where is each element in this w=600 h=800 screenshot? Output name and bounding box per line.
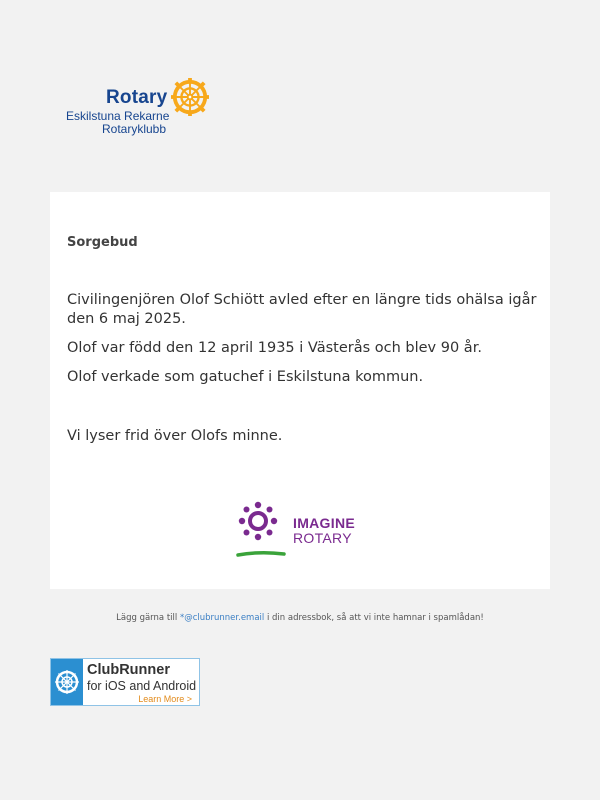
clubrunner-banner[interactable]	[50, 658, 200, 706]
message-paragraph: Olof verkade som gatuchef i Eskilstuna kommun.	[67, 369, 424, 385]
logo-rotary-text: Rotary	[106, 87, 168, 108]
clubrunner-title: ClubRunner	[87, 662, 170, 678]
rotary-wheel-icon	[171, 78, 209, 116]
message-heading: Sorgebud	[67, 235, 138, 250]
message-closing: Vi lyser frid över Olofs minne.	[67, 428, 283, 444]
footer-note-suffix: i din adressbok, så att vi inte hamnar i spamlådan!	[264, 613, 484, 623]
clubrunner-wheel-icon	[51, 659, 83, 705]
message-body	[67, 291, 537, 456]
message-paragraph: Olof var född den 12 april 1935 i Västerås och blev 90 år.	[67, 340, 482, 356]
club-name-line2: Rotaryklubb	[102, 122, 167, 136]
footer-note	[0, 613, 600, 623]
message-paragraph: Civilingenjören Olof Schiött avled efter en längre tids ohälsa igår den 6 maj 2025.	[67, 292, 537, 327]
learn-more-link[interactable]: Learn More >	[138, 694, 192, 704]
club-name-line1: Eskilstuna Rekarne	[66, 109, 170, 123]
clubrunner-subtitle: for iOS and Android	[87, 679, 197, 693]
rotary-club-logo	[66, 78, 216, 138]
paragraph-spacer	[67, 397, 537, 427]
message-card	[50, 192, 550, 589]
imagine-text: IMAGINE	[293, 515, 355, 531]
footer-note-prefix: Lägg gärna till	[116, 613, 180, 623]
clubrunner-icon-panel	[51, 659, 83, 705]
imagine-rotary-logo	[236, 499, 376, 559]
rotary-text: ROTARY	[293, 530, 352, 546]
imagine-sun-icon	[236, 499, 288, 561]
footer-email-link[interactable]: *@clubrunner.email	[179, 613, 265, 623]
